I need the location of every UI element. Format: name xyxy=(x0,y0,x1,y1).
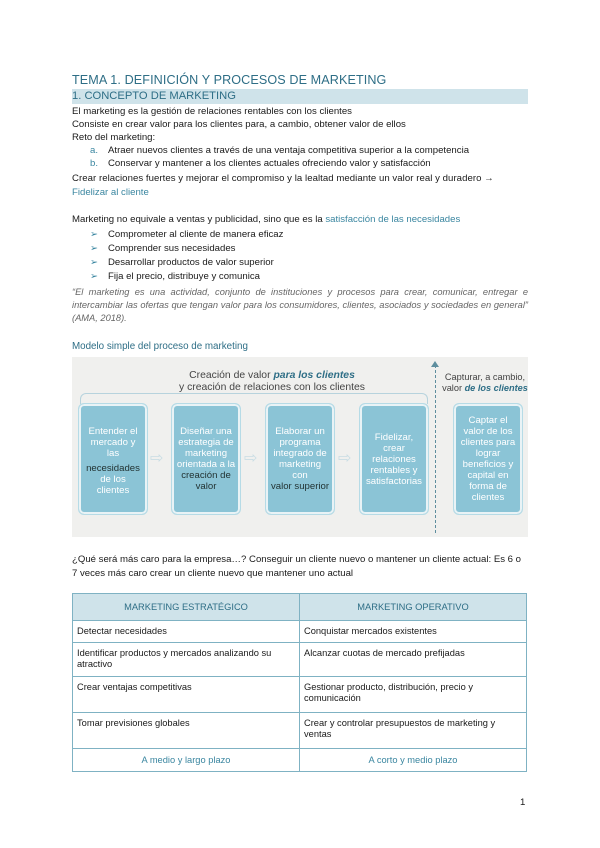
chevron-right-icon: ⇨ xyxy=(150,450,164,467)
text-line: Crear relaciones fuertes y mejorar el compromiso y la lealtad mediante un valor real y duradero → xyxy=(72,173,494,184)
page-number: 1 xyxy=(520,797,526,808)
diagram-heading: Modelo simple del proceso de marketing xyxy=(72,341,248,352)
caption-text: valor xyxy=(442,383,465,393)
table-cell: Alcanzar cuotas de mercado prefijadas xyxy=(300,643,527,677)
list-marker: b. xyxy=(90,158,99,169)
process-step-3 xyxy=(265,403,335,515)
table-row xyxy=(73,643,527,677)
table-cell: Tomar previsiones globales xyxy=(73,713,300,749)
text-line: El marketing es la gestión de relaciones rentables con los clientes xyxy=(72,106,352,117)
column-header: MARKETING ESTRATÉGICO xyxy=(73,594,300,621)
satisfaccion-highlight: satisfacción de las necesidades xyxy=(325,214,461,225)
table-cell: Crear ventajas competitivas xyxy=(73,677,300,713)
table-footer-row xyxy=(73,749,527,772)
caption-text: y creación de relaciones con los clientes xyxy=(179,382,365,393)
diagram-caption-left xyxy=(152,370,392,394)
table-cell: Identificar productos y mercados analizando su atractivo xyxy=(73,643,300,677)
step-text: Fidelizar, crear relaciones rentables y satisfactorias xyxy=(366,431,422,487)
step-text: Captar el valor de los clientes para lograr beneficios y capital en forma de clientes xyxy=(460,415,516,503)
bullet-text: Comprender sus necesidades xyxy=(108,243,236,254)
caption-emphasis: de los clientes xyxy=(464,383,528,393)
process-step-4 xyxy=(359,403,429,515)
step-text: Diseñar una estrategia de marketing orientada a la xyxy=(176,426,236,470)
arrow-bullet-icon: ➢ xyxy=(90,243,99,254)
table-cell: Conquistar mercados existentes xyxy=(300,621,527,643)
caption-text: Creación de valor xyxy=(189,370,274,381)
table-footer-cell: A corto y medio plazo xyxy=(300,749,527,772)
list-item-text: Conservar y mantener a los clientes actuales ofreciendo valor y satisfacción xyxy=(108,158,431,169)
bullet-item xyxy=(90,243,235,255)
process-step-2 xyxy=(171,403,241,515)
text-line: Consiste en crear valor para los clientes para, a cambio, obtener valor de ellos xyxy=(72,119,406,130)
bullet-text: Comprometer al cliente de manera eficaz xyxy=(108,229,284,240)
chevron-right-icon: ⇨ xyxy=(338,450,352,467)
arrow-bullet-icon: ➢ xyxy=(90,229,99,240)
bullet-item xyxy=(90,229,283,241)
list-marker: a. xyxy=(90,145,99,156)
table-footer-cell: A medio y largo plazo xyxy=(73,749,300,772)
text-span: Marketing no equivale a ventas y publicidad, sino que es la xyxy=(72,214,326,225)
table-row xyxy=(73,713,527,749)
bullet-text: Fija el precio, distribuye y comunica xyxy=(108,271,260,282)
table-row xyxy=(73,677,527,713)
diagram-caption-right xyxy=(440,372,530,394)
page-title: TEMA 1. DEFINICIÓN Y PROCESOS DE MARKETING xyxy=(72,73,387,87)
arrow-bullet-icon: ➢ xyxy=(90,257,99,268)
bullet-item xyxy=(90,271,260,283)
diagram-divider xyxy=(435,365,436,533)
list-item-text: Atraer nuevos clientes a través de una ventaja competitiva superior a la competencia xyxy=(108,145,470,156)
fidelizar-link: Fidelizar al cliente xyxy=(72,187,149,198)
caption-text: Capturar, a cambio, xyxy=(444,372,526,382)
text-line: Reto del marketing: xyxy=(72,132,156,143)
table-cell: Detectar necesidades xyxy=(73,621,300,643)
question-paragraph: ¿Qué será más caro para la empresa…? Conseguir un cliente nuevo o mantener un cliente actual: Es 6 o 7 veces más caro crear un cliente nuevo que mantener uno actual xyxy=(72,554,522,579)
arrow-bullet-icon: ➢ xyxy=(90,271,99,282)
list-item xyxy=(90,145,469,157)
marketing-comparison-table xyxy=(72,593,527,772)
step-text-emphasis: creación de valor xyxy=(181,470,231,492)
column-header: MARKETING OPERATIVO xyxy=(300,594,527,621)
bullet-item xyxy=(90,257,274,269)
caption-emphasis: para los clientes xyxy=(273,370,355,381)
step-text: Elaborar un programa integrado de marketing con xyxy=(273,426,327,481)
table-header-row xyxy=(73,594,527,621)
step-text-emphasis: necesidades xyxy=(86,463,140,474)
table-row xyxy=(73,621,527,643)
step-text: Entender el mercado y las xyxy=(88,426,138,459)
process-step-5 xyxy=(453,403,523,515)
table-cell: Gestionar producto, distribución, precio y comunicación xyxy=(300,677,527,713)
section-heading: 1. CONCEPTO DE MARKETING xyxy=(72,89,528,104)
step-text-emphasis: valor superior xyxy=(270,481,330,492)
process-diagram xyxy=(72,357,528,537)
list-item xyxy=(90,158,431,170)
chevron-right-icon: ⇨ xyxy=(244,450,258,467)
ama-quote: “El marketing es una actividad, conjunto de instituciones y procesos para crear, comunicar, entregar e intercambiar las ofertas que tengan valor para los consumidores, clientes, asociados y sociedades en general” (AMA, 2018). xyxy=(72,287,528,323)
bullet-text: Desarrollar productos de valor superior xyxy=(108,257,274,268)
text-line xyxy=(72,214,460,226)
step-text: de los clientes xyxy=(96,474,130,496)
process-step-1 xyxy=(78,403,148,515)
table-cell: Crear y controlar presupuestos de marketing y ventas xyxy=(300,713,527,749)
